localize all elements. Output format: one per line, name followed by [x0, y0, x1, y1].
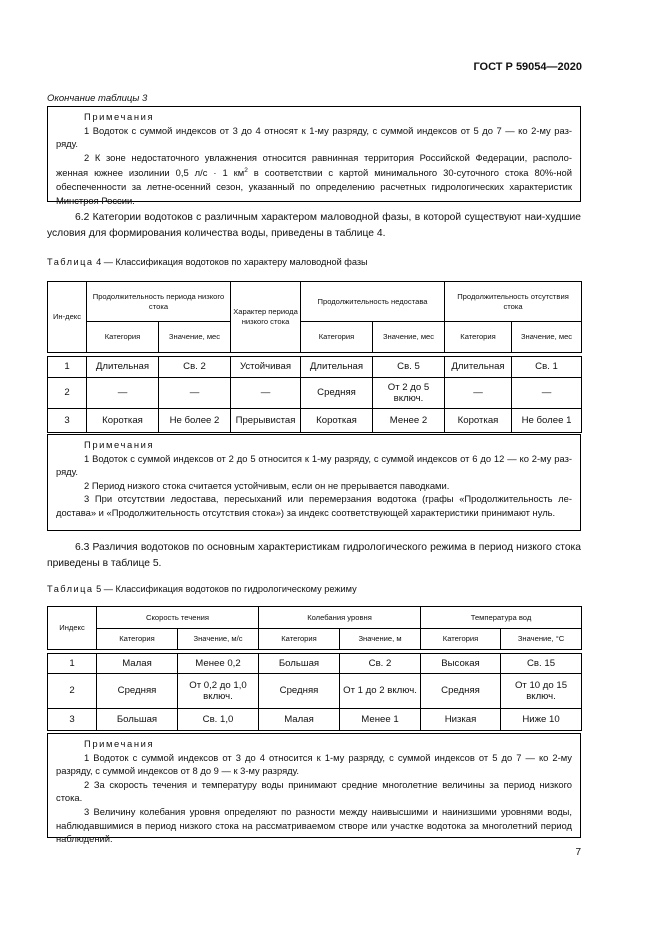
table-row	[48, 674, 582, 709]
table4-cell: Св. 5	[373, 357, 445, 378]
table4-subheader: Значение, мес	[373, 322, 445, 353]
table4-caption-word: Таблица	[47, 257, 94, 267]
table4-cell: Короткая	[445, 409, 512, 433]
table5-cell: Малая	[97, 654, 178, 674]
table4-cell: —	[445, 378, 512, 409]
table5-subheader: Категория	[259, 629, 340, 650]
table4-subheader: Категория	[87, 322, 159, 353]
table3-notes	[47, 106, 581, 206]
table5-caption	[47, 584, 357, 594]
table4-cell: 3	[48, 409, 87, 433]
notes-title: Примечания	[84, 439, 155, 450]
paragraph-6-2	[47, 210, 581, 241]
table4-cell: Длительная	[87, 357, 159, 378]
table5-caption-word: Таблица	[47, 584, 94, 594]
note-2	[56, 151, 572, 208]
table4-cell: Св. 1	[512, 357, 582, 378]
table-row	[48, 654, 582, 674]
table4-subheader: Категория	[301, 322, 373, 353]
table5-subheader: Значение, °С	[501, 629, 582, 650]
table-row	[48, 357, 582, 378]
note-2: 2 Период низкого стока считается устойчивым, если он не прерывается паводками.	[84, 479, 450, 491]
paragraph-6-2-text: 6.2 Категории водотоков с различным характером маловодной фазы, в которой существуют наи-худшие условия для формирования количества воды, приведены в таблице 4.	[47, 212, 581, 239]
table5-cell: Низкая	[421, 709, 501, 731]
document-id: ГОСТ Р 59054—2020	[473, 61, 582, 73]
table4-cell: Не более 2	[159, 409, 231, 433]
table5-cell: От 0,2 до 1,0 включ.	[178, 674, 259, 709]
table4-cell: —	[87, 378, 159, 409]
table4-cell: Короткая	[87, 409, 159, 433]
table4-subheader: Значение, мес	[512, 322, 582, 353]
note-2-superscript: 2	[244, 167, 248, 175]
table4-cell: Не более 1	[512, 409, 582, 433]
table4-cell: Длительная	[301, 357, 373, 378]
table5-notes	[47, 733, 581, 845]
table5-cell: 2	[48, 674, 97, 709]
table5-subheader: Значение, м/с	[178, 629, 259, 650]
note-1: 1 Водоток с суммой индексов от 3 до 4 относится к 1-му разряду, с суммой индексов от 5 до 7 — ко 2-му разряду, с суммой индексов от 8 до 9 — к 3-му разряду.	[56, 751, 572, 777]
table3-end-caption: Окончание таблицы 3	[47, 93, 148, 104]
table5-group-header: Температура вод	[421, 607, 582, 629]
table4-subheader: Категория	[445, 322, 512, 353]
table4-caption	[47, 257, 368, 267]
table4-cell: —	[231, 378, 301, 409]
table5-caption-text: 5 — Классификация водотоков по гидрологическому режиму	[93, 584, 357, 594]
table5-cell: Св. 2	[340, 654, 421, 674]
table4-group-header: Продолжительность отсутствия стока	[445, 282, 582, 322]
note-2: 2 За скорость течения и температуру воды принимают средние многолетние величины за период низкого стока.	[56, 778, 572, 804]
table4-cell: От 2 до 5 включ.	[373, 378, 445, 409]
table4-cell: 2	[48, 378, 87, 409]
table4-group-header: Продолжительность недостава	[301, 282, 445, 322]
table4-notes	[47, 434, 581, 531]
table-row	[48, 709, 582, 731]
table4-cell: —	[512, 378, 582, 409]
table4-cell: Менее 2	[373, 409, 445, 433]
table4-cell: Прерывистая	[231, 409, 301, 433]
note-1: 1 Водоток с суммой индексов от 2 до 5 относится к 1-му разряду, с суммой индексов от 6 до 12 — ко 2-му раз-ряду.	[56, 452, 572, 478]
table5-subheader: Категория	[97, 629, 178, 650]
table5-cell: От 10 до 15 включ.	[501, 674, 582, 709]
table4-caption-text: 4 — Классификация водотоков по характеру маловодной фазы	[93, 257, 368, 267]
table4-cell: Средняя	[301, 378, 373, 409]
table5-cell: 3	[48, 709, 97, 731]
table4-cell: Длительная	[445, 357, 512, 378]
table5-cell: Высокая	[421, 654, 501, 674]
table5-subheader: Категория	[421, 629, 501, 650]
table5-index-header: Индекс	[48, 607, 97, 650]
table5-cell: Менее 0,2	[178, 654, 259, 674]
table5-subheader: Значение, м	[340, 629, 421, 650]
table5-cell: Менее 1	[340, 709, 421, 731]
table5-group-header: Колебания уровня	[259, 607, 421, 629]
table5	[47, 606, 582, 731]
table5-cell: От 1 до 2 включ.	[340, 674, 421, 709]
table-row	[48, 378, 582, 409]
paragraph-6-3-text: 6.3 Различия водотоков по основным характеристикам гидрологического режима в период низкого стока приведены в таблице 5.	[47, 542, 581, 569]
table5-cell: Малая	[259, 709, 340, 731]
note-1: 1 Водоток с суммой индексов от 3 до 4 относят к 1-му разряду, с суммой индексов от 5 до 7 — ко 2-му раз-ряду.	[56, 124, 572, 150]
table4-cell: 1	[48, 357, 87, 378]
table5-cell: Ниже 10	[501, 709, 582, 731]
table5-cell: Средняя	[421, 674, 501, 709]
table4-cell: —	[159, 378, 231, 409]
table5-cell: Большая	[259, 654, 340, 674]
table5-cell: Средняя	[259, 674, 340, 709]
table5-cell: Средняя	[97, 674, 178, 709]
table-row	[48, 409, 582, 433]
note-3: 3 При отсутствии ледостава, пересыханий или перемерзания водотока (графы «Продолжительность ле-достава» и «Продолжительность отсутствия стока») за индекс соответствующей характеристики принимают нуль.	[56, 493, 572, 518]
table4-cell: Св. 2	[159, 357, 231, 378]
table4-subheader: Значение, мес	[159, 322, 231, 353]
note-2-part-a: 2 К зоне недостаточного увлажнения относится равнинная территория Российской Федерации, располо-женная южнее изолинии 0,5 л/с · 1 км	[56, 151, 572, 179]
table4-index-header: Ин-декс	[48, 282, 87, 353]
table5-cell: Св. 15	[501, 654, 582, 674]
table5-group-header: Скорость течения	[97, 607, 259, 629]
table4	[47, 281, 582, 433]
table5-cell: Св. 1,0	[178, 709, 259, 731]
table5-cell: 1	[48, 654, 97, 674]
notes-title: Примечания	[84, 738, 155, 749]
table4-cell: Устойчивая	[231, 357, 301, 378]
table4-cell: Короткая	[301, 409, 373, 433]
table4-group-header: Продолжительность периода низкого стока	[87, 282, 231, 322]
note-2-part-b: в соответствии с картой минимального 30-суточного стока 80%-ной обеспеченности за летне-осенний сезон, указанный по определению расчетных гидрологических характеристик Минстроя России.	[56, 167, 573, 206]
table4-group-header: Характер периода низкого стока	[231, 282, 301, 353]
note-3: 3 Величину колебания уровня определяют по разности между наивысшими и наинизшими уровнями воды, наблюдавшимися в период низкого стока на рассматриваемом створе или участке водотока за многолетний период наблюдений.	[56, 805, 572, 845]
table5-cell: Большая	[97, 709, 178, 731]
notes-title: Примечания	[84, 111, 155, 122]
page-number: 7	[575, 847, 581, 858]
paragraph-6-3	[47, 540, 581, 571]
